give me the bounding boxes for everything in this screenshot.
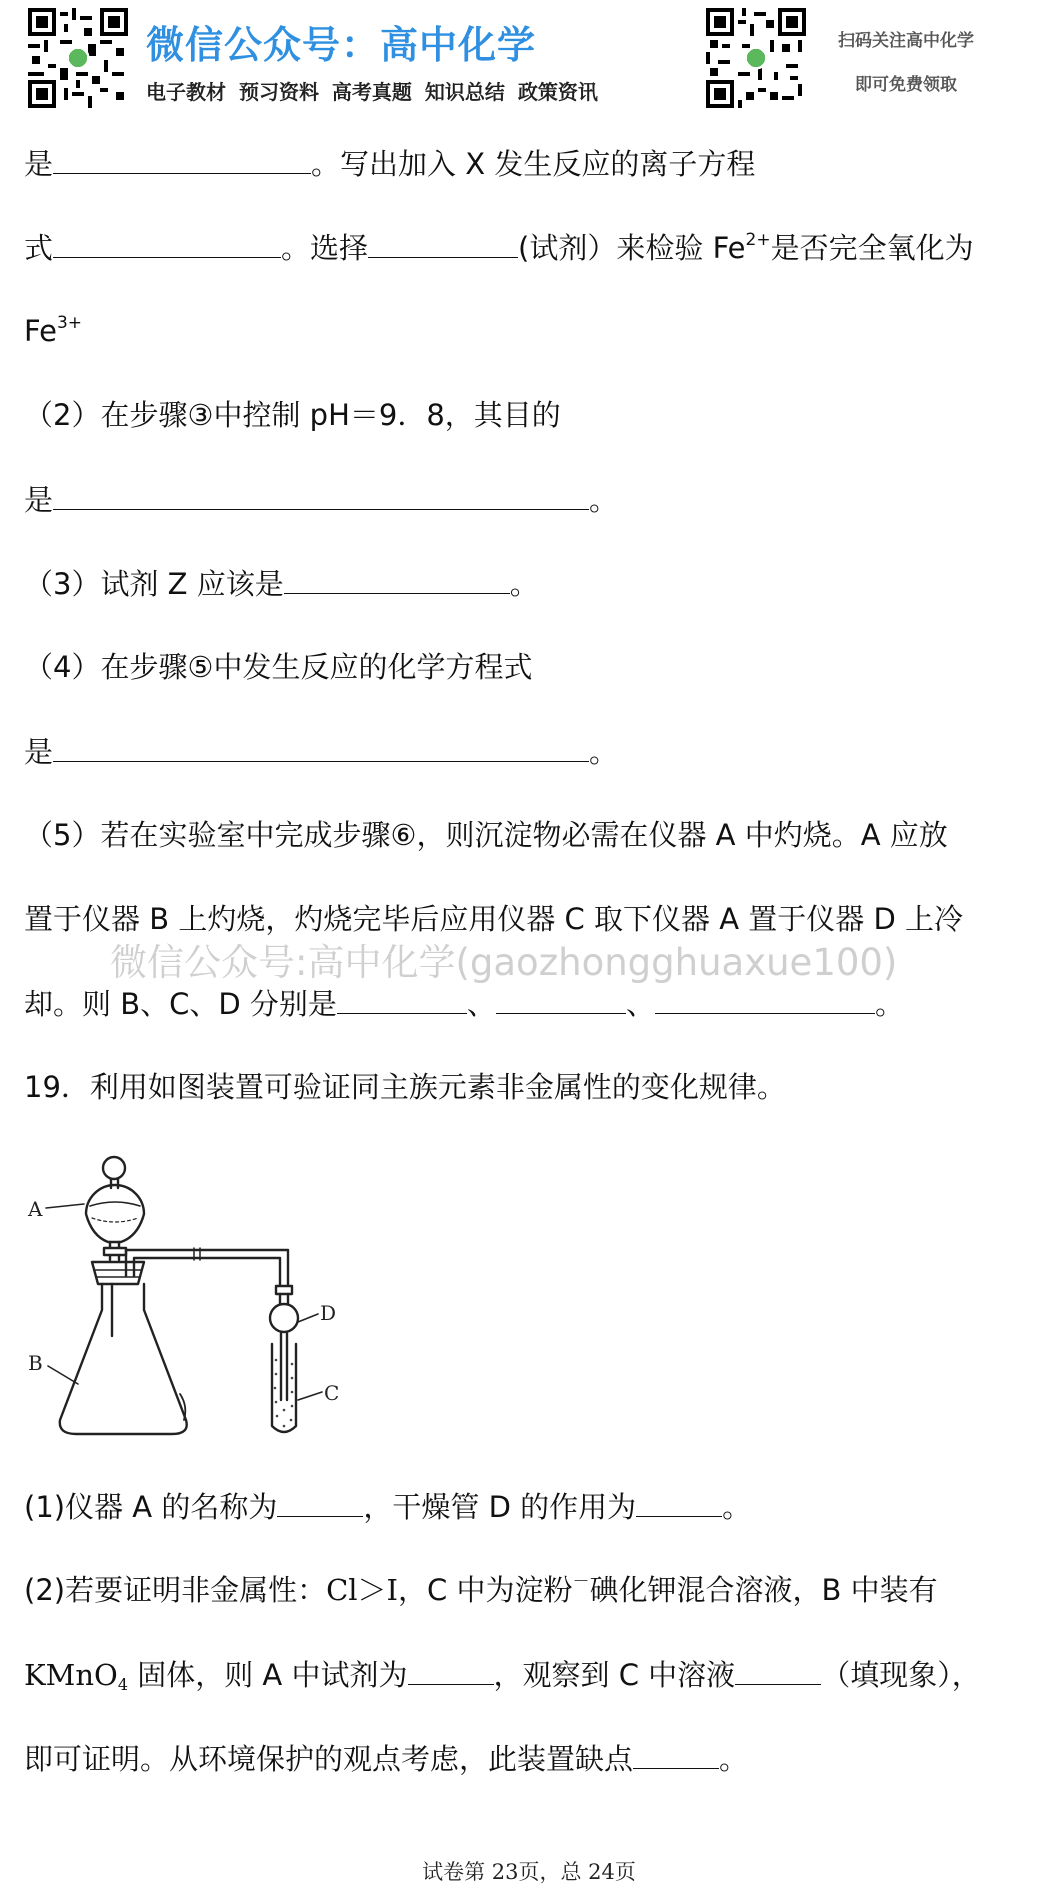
text: 。选择	[281, 231, 369, 265]
answer-blank	[408, 1654, 494, 1685]
text: 。写出加入 X 发生反应的离子方程	[311, 147, 756, 181]
answer-blank	[636, 1486, 722, 1517]
text: ，C 中为淀粉	[398, 1573, 573, 1607]
question-5: （5）若在实验室中完成步骤⑥，则沉淀物必需在仪器 A 中灼烧。A 应放	[24, 818, 948, 852]
answer-blank	[277, 1486, 363, 1517]
text: 是否完全氧化为	[770, 231, 974, 265]
text: 。	[722, 1490, 752, 1524]
formula: Cl＞I	[326, 1573, 399, 1607]
text-line: 置于仪器 B 上灼烧，灼烧完毕后应用仪器 C 取下仪器 A 置于仪器 D 上冷	[24, 902, 964, 936]
label-b: B	[28, 1351, 43, 1375]
brand-subtitle: 电子教材 预习资料 高考真题 知识总结 政策资讯	[146, 80, 598, 104]
brand-title: 微信公众号：高中化学	[146, 23, 537, 67]
qr-code-icon	[28, 8, 128, 108]
answer-blank	[633, 1738, 719, 1769]
answer-blank	[284, 563, 510, 594]
text-line	[24, 479, 618, 520]
question-19-2	[24, 1570, 938, 1610]
label-c: C	[324, 1381, 340, 1405]
text: 、	[625, 987, 655, 1021]
text-line	[24, 1738, 748, 1779]
subscript: 4	[117, 1675, 128, 1694]
text: ，干燥管 D 的作用为	[363, 1490, 637, 1524]
answer-blank	[368, 227, 518, 258]
question-19-1	[24, 1486, 751, 1527]
superscript: 3+	[56, 313, 82, 333]
text-line	[24, 731, 618, 772]
answer-blank	[496, 983, 626, 1014]
label-d: D	[320, 1301, 337, 1325]
follow-hint-sub: 即可免费领取	[855, 75, 957, 95]
question-19: 19．利用如图装置可验证同主族元素非金属性的变化规律。	[24, 1070, 786, 1104]
text: 即可证明。从环境保护的观点考虑，此装置缺点	[24, 1742, 634, 1776]
text: 。	[719, 1742, 749, 1776]
formula: KMnO	[24, 1658, 118, 1692]
text: Fe	[24, 314, 57, 348]
text: ，观察到 C 中溶液	[493, 1658, 736, 1692]
superscript: －	[572, 1572, 590, 1592]
qr-code-icon	[706, 8, 806, 108]
text: 却。则 B、C、D 分别是	[24, 987, 337, 1021]
text: 。	[509, 567, 539, 601]
text: (2)若要证明非金属性：	[24, 1573, 327, 1607]
text: 式	[24, 231, 54, 265]
text: 是	[24, 483, 54, 517]
question-4: （4）在步骤⑤中发生反应的化学方程式	[24, 650, 533, 684]
text: 。	[874, 987, 904, 1021]
text: (1)仪器 A 的名称为	[24, 1490, 278, 1524]
question-2: （2）在步骤③中控制 pH＝9．8，其目的	[24, 398, 561, 432]
text: （填现象），	[821, 1658, 981, 1692]
label-a: A	[28, 1197, 43, 1221]
answer-blank	[337, 983, 467, 1014]
funnel-stopper-icon	[103, 1157, 125, 1179]
answer-blank	[53, 143, 311, 174]
text: 是	[24, 735, 54, 769]
text-line	[24, 311, 82, 351]
answer-blank	[655, 983, 875, 1014]
text: 。	[589, 483, 619, 517]
question-3	[24, 563, 539, 604]
text: 是	[24, 147, 54, 181]
page-footer: 试卷第 23页，总 24页	[422, 1860, 636, 1884]
answer-blank	[735, 1654, 821, 1685]
superscript: 2+	[745, 230, 771, 250]
text: 碘化钾混合溶液，B 中装有	[589, 1573, 938, 1607]
text: 固体，则 A 中试剂为	[128, 1658, 408, 1692]
apparatus-figure	[26, 1138, 366, 1448]
page-header	[0, 0, 1058, 112]
drying-tube-icon	[270, 1304, 298, 1332]
text: （3）试剂 Z 应该是	[24, 567, 284, 601]
erlenmeyer-flask-icon	[60, 1284, 187, 1434]
text-line	[24, 983, 904, 1024]
follow-hint: 扫码关注高中化学	[838, 31, 974, 51]
text-line	[24, 227, 974, 268]
text-line	[24, 1654, 981, 1705]
watermark: 微信公众号:高中化学(gaozhongghuaxue100)	[110, 941, 898, 984]
answer-blank	[53, 479, 589, 510]
text: (试剂）来检验 Fe	[518, 231, 746, 265]
text: 、	[466, 987, 496, 1021]
text-line	[24, 143, 755, 184]
answer-blank	[53, 731, 589, 762]
text: 。	[589, 735, 619, 769]
answer-blank	[53, 227, 281, 258]
separatory-funnel-icon	[86, 1185, 144, 1242]
